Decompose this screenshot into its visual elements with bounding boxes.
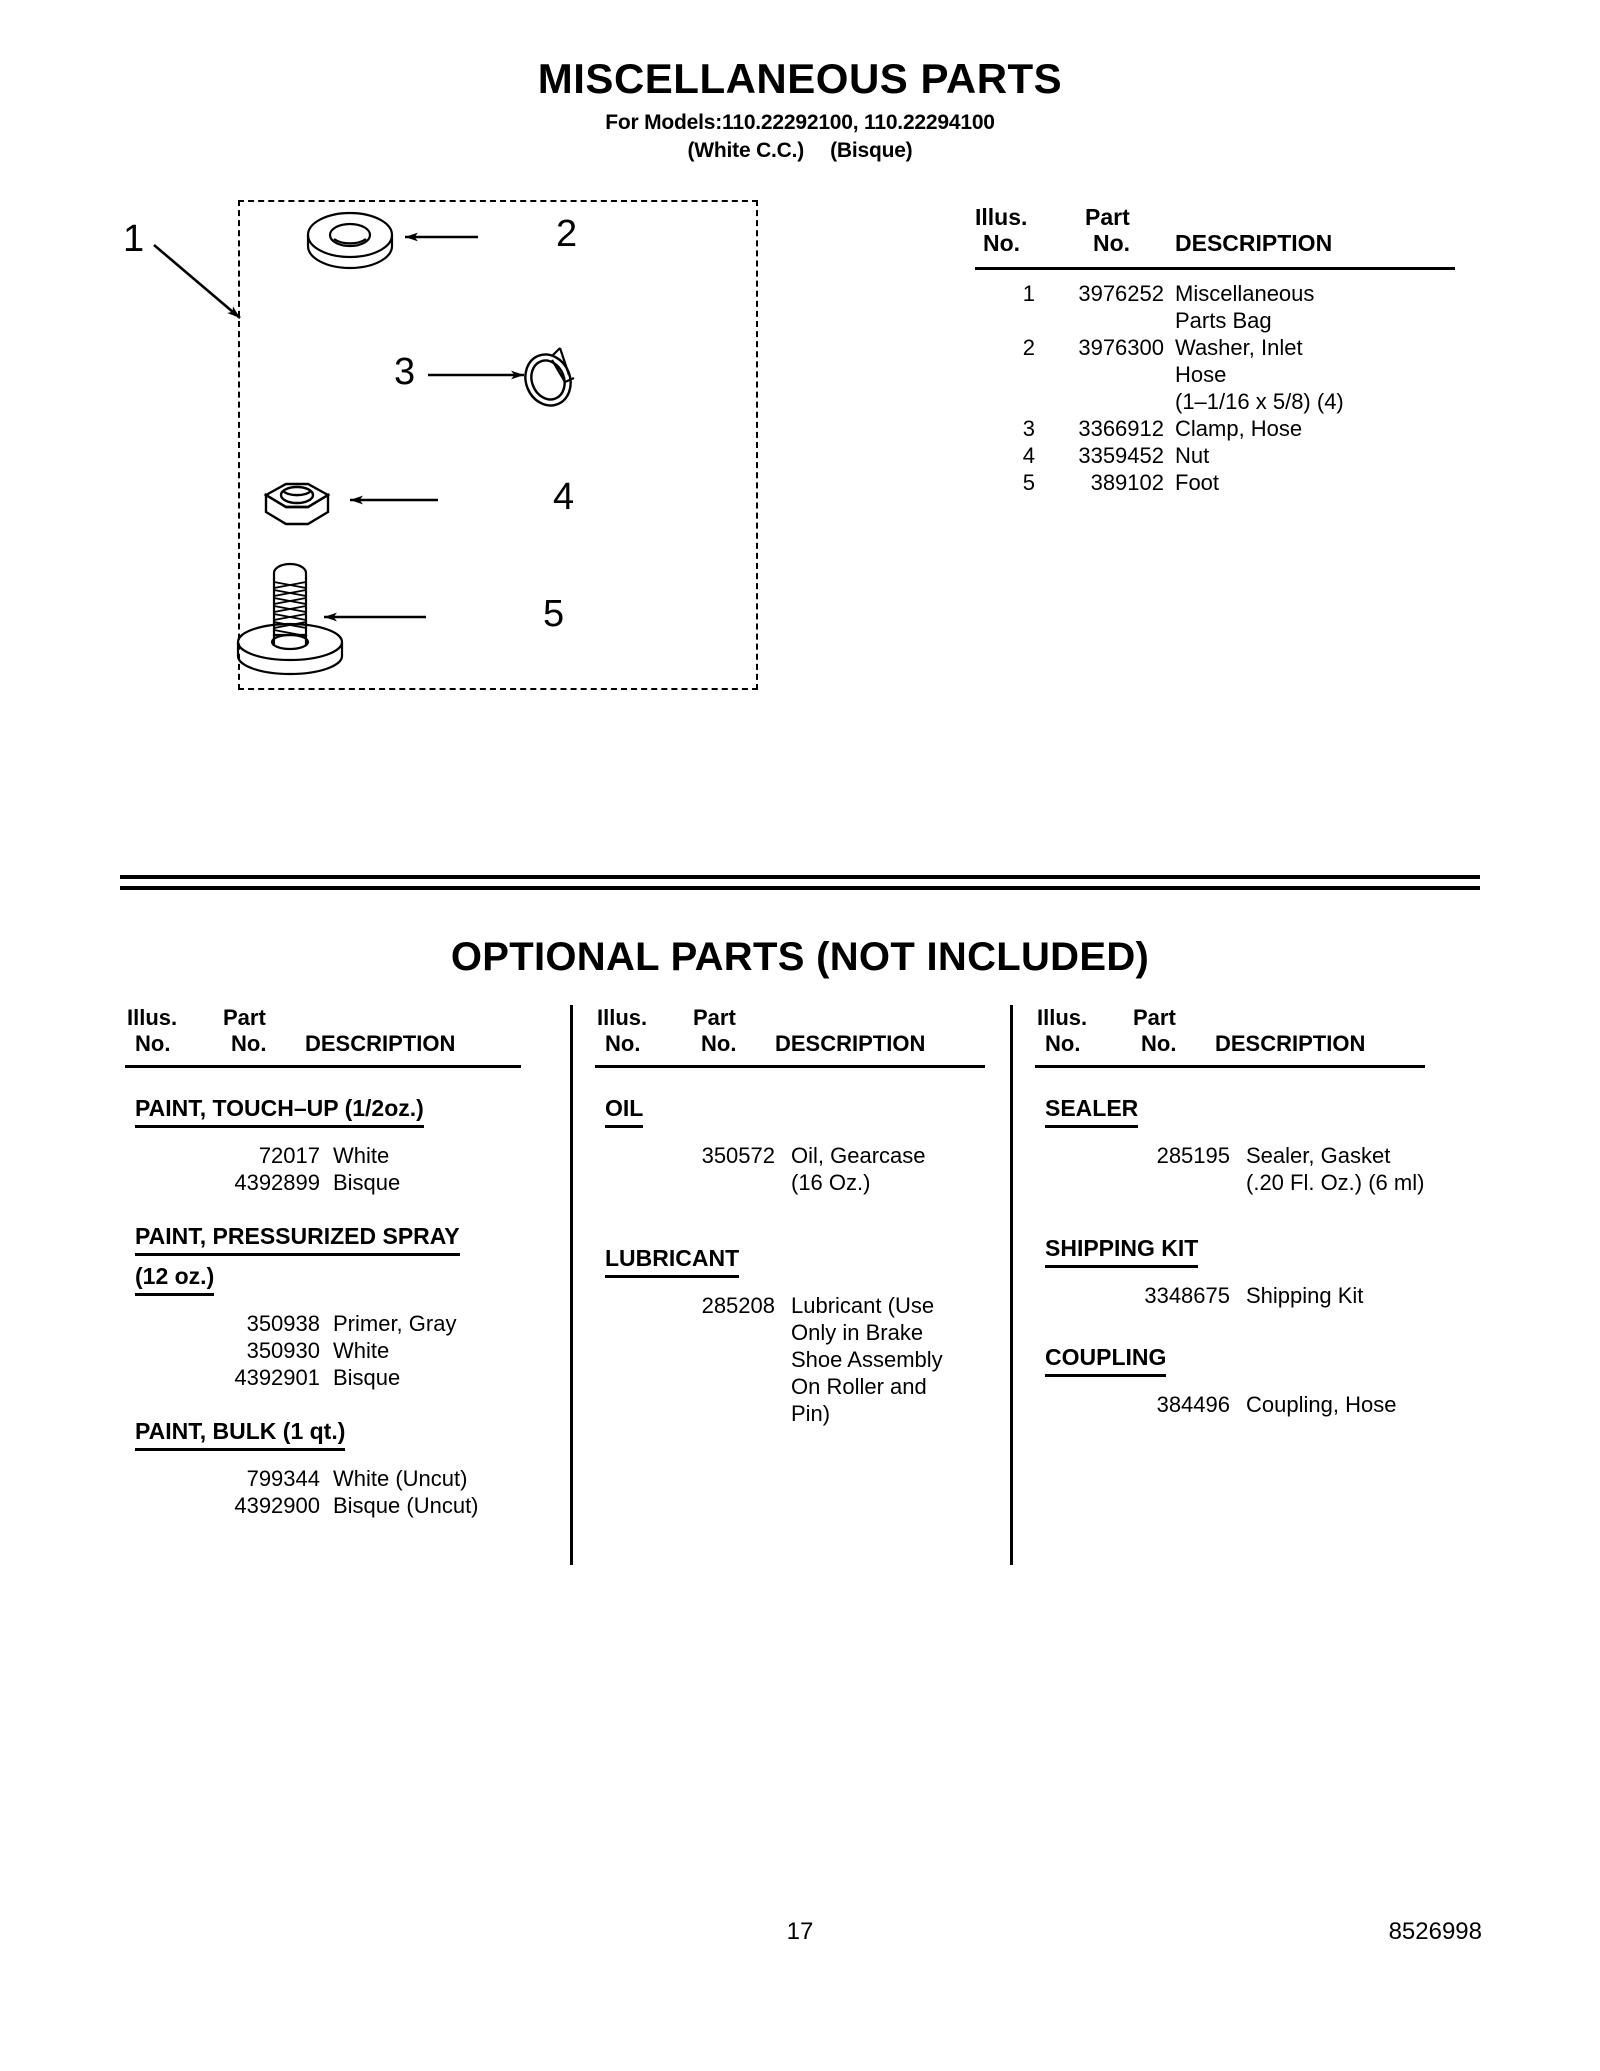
section-lubricant [595,1218,990,1427]
color-left-label: (White C.C.) [687,139,805,162]
section-heading-wrap [1035,1094,1138,1128]
section-rows [595,1292,990,1427]
section-heading-line2: (12 oz.) [135,1262,214,1296]
models-line [0,111,1600,135]
miscellaneous-parts-table [975,205,1455,496]
cell-description: Lubricant (Use [791,1293,935,1318]
section-heading-wrap [595,1244,739,1278]
section-heading: PAINT, BULK (1 qt.) [135,1417,345,1451]
optional-header-row [1035,1005,1430,1065]
cell-part-no: 3976300 [1078,335,1164,360]
cell-description-cont: On Roller and [791,1374,927,1399]
cell-part-no: 4392900 [234,1493,320,1518]
optional-column-3 [1010,1005,1430,1565]
header-illus-line2: No. [605,1031,641,1056]
cell-description-cont: (1–1/16 x 5/8) (4) [1175,389,1344,414]
table-row [975,442,1455,469]
section-coupling [1035,1317,1430,1418]
header-part-line1: Part [693,1005,736,1030]
page-number: 17 [786,1918,814,1945]
callout-label-4: 4 [553,476,575,518]
cell-part-no: 4392899 [234,1170,320,1195]
section-paint-pressurized-spray [125,1196,545,1391]
cell-description: Nut [1175,443,1210,468]
cell-description: Coupling, Hose [1246,1392,1397,1417]
foot-icon [238,564,342,674]
cell-illus-no: 1 [1022,281,1035,306]
cell-part-no: 350572 [701,1143,775,1168]
callout-label-3: 3 [394,351,416,393]
illustration-graphics [128,190,888,710]
optional-column-1 [125,1005,545,1519]
cell-description: White [333,1338,390,1363]
cell-description: Bisque [333,1170,401,1195]
section-heading-wrap [125,1417,345,1451]
header-description: DESCRIPTION [1175,230,1333,256]
cell-description: Shipping Kit [1246,1283,1364,1308]
cell-description: Clamp, Hose [1175,416,1303,441]
section-rows [125,1465,545,1519]
header-part-line1: Part [1085,204,1130,230]
section-heading-wrap [125,1222,460,1256]
list-item [125,1169,545,1196]
cell-description-cont: (16 Oz.) [791,1170,871,1195]
section-shipping-kit [1035,1208,1430,1309]
cell-description: Bisque [333,1365,401,1390]
cell-illus-no: 4 [1022,443,1035,468]
section-heading-wrap [1035,1234,1198,1268]
header-illus-line1: Illus. [127,1005,178,1030]
table-row [975,469,1455,496]
cell-part-no: 285208 [701,1293,775,1318]
cell-part-no: 389102 [1090,470,1164,495]
cell-part-no: 285195 [1156,1143,1230,1168]
cell-description: Foot [1175,470,1220,495]
section-rows [1035,1391,1430,1418]
section-oil [595,1068,990,1196]
models-label: For Models: [605,111,723,134]
cell-part-no: 72017 [258,1143,320,1168]
header-part-line1: Part [223,1005,266,1030]
table-header-rule [975,267,1455,270]
section-heading: PAINT, TOUCH–UP (1/2oz.) [135,1094,424,1128]
header-illus-line1: Illus. [1037,1005,1088,1030]
list-item [1035,1142,1430,1169]
optional-parts-title: OPTIONAL PARTS (NOT INCLUDED) [450,935,1150,979]
header-part-line2: No. [701,1031,737,1056]
cell-part-no: 3976252 [1078,281,1164,306]
cell-description: Sealer, Gasket [1246,1143,1391,1168]
section-rows [125,1310,545,1391]
callout-label-1: 1 [123,218,145,260]
section-heading: OIL [605,1094,643,1128]
leader-line-1 [154,245,240,318]
cell-part-no: 350938 [246,1311,320,1336]
list-item [1035,1391,1430,1418]
cell-description: Bisque (Uncut) [333,1493,479,1518]
section-rows [125,1142,545,1196]
cell-description-cont: Pin) [791,1401,831,1426]
section-sealer [1035,1068,1430,1196]
washer-inlet-hose-icon [308,213,392,268]
section-heading-wrap [125,1094,424,1128]
section-heading: COUPLING [1045,1343,1166,1377]
cell-part-no: 350930 [246,1338,320,1363]
list-item [125,1310,545,1337]
color-right-label: (Bisque) [830,139,913,162]
section-heading: PAINT, PRESSURIZED SPRAY [135,1222,460,1256]
cell-part-no: 384496 [1156,1392,1230,1417]
clamp-hose-icon [518,348,578,413]
cell-description: White (Uncut) [333,1466,468,1491]
cell-part-no: 3366912 [1078,416,1164,441]
document-number: 8526998 [1388,1918,1482,1945]
page-title: MISCELLANEOUS PARTS [537,55,1063,102]
section-rows [595,1142,990,1196]
section-heading: SHIPPING KIT [1045,1234,1198,1268]
table-body [975,280,1455,496]
section-heading: LUBRICANT [605,1244,739,1278]
divider-line-top [120,875,1480,879]
section-heading: SEALER [1045,1094,1138,1128]
header-illus-line2: No. [135,1031,171,1056]
section-rows [1035,1142,1430,1196]
list-item [125,1337,545,1364]
section-heading-wrap-2 [125,1262,214,1296]
section-paint-touch-up [125,1068,545,1196]
cell-description-cont: Only in Brake [791,1320,924,1345]
header-description: DESCRIPTION [775,1031,926,1056]
cell-part-no: 799344 [246,1466,320,1491]
header-part-line1: Part [1133,1005,1176,1030]
parts-illustration [123,190,888,710]
cell-illus-no: 3 [1022,416,1035,441]
section-heading-wrap [1035,1343,1166,1377]
models-value: 110.22292100, 110.22294100 [722,111,995,134]
optional-column-2 [570,1005,990,1565]
header-part-line2: No. [1141,1031,1177,1056]
cell-illus-no: 2 [1022,335,1035,360]
optional-header-row [125,1005,545,1065]
optional-header-row [595,1005,990,1065]
cell-description: Miscellaneous [1175,281,1315,306]
cell-description-cont: Parts Bag [1175,308,1272,333]
list-item [125,1364,545,1391]
header-description: DESCRIPTION [1215,1031,1366,1056]
colors-line [0,139,1600,163]
cell-description: Oil, Gearcase [791,1143,926,1168]
header-illus-line2: No. [1045,1031,1081,1056]
list-item [125,1465,545,1492]
section-rows [1035,1282,1430,1309]
section-heading-wrap [595,1094,643,1128]
cell-illus-no: 5 [1022,470,1035,495]
divider-line-bottom [120,886,1480,890]
table-row [975,415,1455,442]
list-item [125,1142,545,1169]
table-row [975,334,1455,361]
cell-description-cont: (.20 Fl. Oz.) (6 ml) [1246,1170,1425,1195]
list-item [595,1292,990,1319]
list-item [595,1142,990,1169]
callout-label-5: 5 [543,593,565,635]
header-part-line2: No. [1093,230,1131,256]
callout-label-2: 2 [556,213,578,255]
cell-part-no: 3359452 [1078,443,1164,468]
table-row [975,280,1455,307]
list-item [125,1492,545,1519]
header-illus-line1: Illus. [975,204,1028,230]
cell-description: Primer, Gray [333,1311,457,1336]
section-paint-bulk [125,1391,545,1519]
cell-description: Washer, Inlet [1175,335,1303,360]
optional-parts-columns [0,1005,1600,1575]
nut-icon [266,484,328,524]
header-illus-line2: No. [983,230,1021,256]
header-part-line2: No. [231,1031,267,1056]
header-illus-line1: Illus. [597,1005,648,1030]
list-item [1035,1282,1430,1309]
header-description: DESCRIPTION [305,1031,456,1056]
cell-description-cont: Hose [1175,362,1227,387]
section-divider [120,875,1480,890]
cell-description: White [333,1143,390,1168]
cell-description-cont: Shoe Assembly [791,1347,943,1372]
cell-part-no: 4392901 [234,1365,320,1390]
table-header-row [975,205,1455,267]
page-header [0,55,1600,163]
cell-part-no: 3348675 [1144,1283,1230,1308]
